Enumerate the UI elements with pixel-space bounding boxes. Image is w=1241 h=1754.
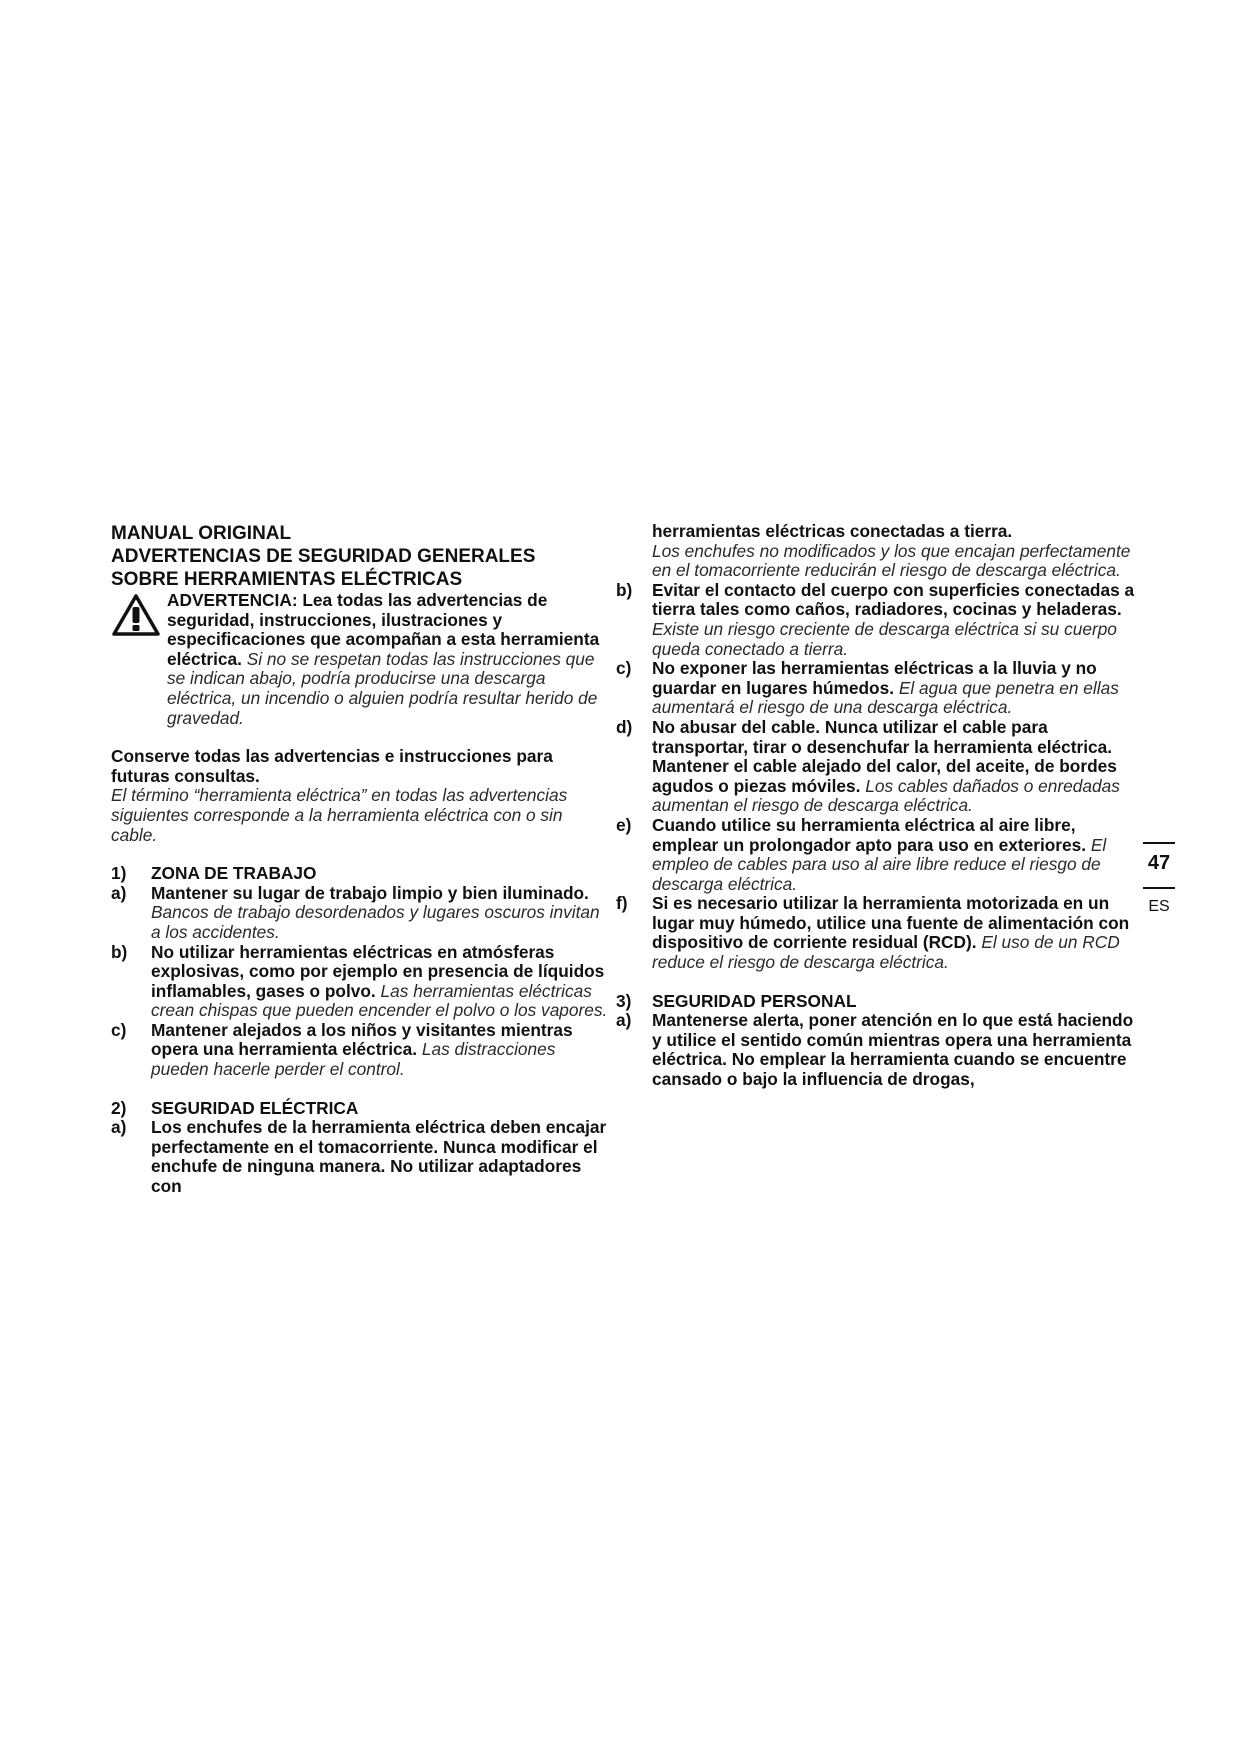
general-warning bbox=[111, 591, 611, 728]
general-warning-text: ADVERTENCIA: Lea todas las advertencias de seguridad, instrucciones, ilustraciones y especificaciones que acompañan a esta herramienta eléctrica. bbox=[167, 590, 600, 669]
page-number: 47 bbox=[1147, 852, 1171, 874]
continued-note: Los enchufes no modificados y los que encajan perfectamente en el tomacorriente reducirán el riesgo de descarga eléctrica. bbox=[652, 540, 1131, 581]
page-number-rule-bottom bbox=[1143, 887, 1175, 889]
continued-text: herramientas eléctricas conectadas a tierra. bbox=[652, 521, 1013, 541]
page-number-rule-top bbox=[1143, 842, 1175, 844]
keep-instructions: Conserve todas las advertencias e instrucciones para futuras consultas. bbox=[111, 746, 553, 786]
list-item: b) Evitar el contacto del cuerpo con superficies conectadas a tierra tales como caños, radiadores, cocinas y heladeras. Existe un riesgo creciente de descarga eléctrica si su cuerpo queda conectado a tierra. bbox=[616, 579, 1135, 659]
section-work-area-title: 1) ZONA DE TRABAJO bbox=[111, 863, 317, 884]
warnings-subtitle: SOBRE HERRAMIENTAS ELÉCTRICAS bbox=[111, 569, 463, 590]
list-item: c) Mantener alejados a los niños y visitantes mientras opera una herramienta eléctrica. Las distracciones pueden hacerle perder el control. bbox=[111, 1019, 573, 1080]
language-code: ES bbox=[1148, 898, 1170, 915]
warnings-title: ADVERTENCIAS DE SEGURIDAD GENERALES bbox=[111, 546, 536, 567]
list-item: c) No exponer las herramientas eléctricas a la lluvia y no guardar en lugares húmedos. El agua que penetra en ellas aumentará el riesgo de una descarga eléctrica. bbox=[616, 658, 1119, 718]
left-column bbox=[111, 522, 611, 1197]
warning-triangle-icon bbox=[111, 593, 161, 637]
list-item: f) Si es necesario utilizar la herramienta motorizada en un lugar muy húmedo, utilice una fuente de alimentación con dispositivo de corriente residual (RCD). El uso de un RCD reduce el riesgo de descarga eléctrica. bbox=[616, 893, 1130, 973]
section-electrical-title: 2) SEGURIDAD ELÉCTRICA bbox=[111, 1097, 359, 1118]
general-warning-note: Si no se respetan todas las instrucciones que se indican abajo, podría producirse una descarga eléctrica, un incendio o alguien podría resultar herido de gravedad. bbox=[167, 648, 598, 728]
section-personal-title: 3) SEGURIDAD PERSONAL bbox=[616, 990, 857, 1011]
list-item: b) No utilizar herramientas eléctricas en atmósferas explosivas, como por ejemplo en presencia de líquidos inflamables, gases o polvo. Las herramientas eléctricas crean chispas que pueden encender el polvo o los vapores. bbox=[111, 941, 608, 1021]
list-item: a) Mantenerse alerta, poner atención en lo que está haciendo y utilice el sentido común mientras opera una herramienta eléctrica. No emplear la herramienta cuando se encuentre cansado o bajo la influencia de drogas, bbox=[616, 1010, 1134, 1090]
list-item: a) Los enchufes de la herramienta eléctrica deben encajar perfectamente en el tomacorriente. Nunca modificar el enchufe de ninguna manera. No utilizar adaptadores con bbox=[111, 1117, 607, 1197]
right-column bbox=[616, 521, 1135, 1090]
list-item: e) Cuando utilice su herramienta eléctrica al aire libre, emplear un prolongador apto para uso en exteriores. El empleo de cables para uso al aire libre reduce el riesgo de descarga eléctrica. bbox=[616, 814, 1107, 894]
manual-title: MANUAL ORIGINAL bbox=[111, 523, 292, 544]
list-item: a) Mantener su lugar de trabajo limpio y bien iluminado. Bancos de trabajo desordenados y lugares oscuros invitan a los accidentes. bbox=[111, 882, 600, 942]
term-definition: El término “herramienta eléctrica” en todas las advertencias siguientes corresponde a la herramienta eléctrica con o sin cable. bbox=[111, 785, 568, 845]
list-item: d) No abusar del cable. Nunca utilizar el cable para transportar, tirar o desenchufar la herramienta eléctrica. Mantener el cable alejado del calor, del aceite, de bordes agudos o piezas móviles. Los cables dañados o enredadas aumentan el riesgo de descarga eléctrica. bbox=[616, 716, 1120, 816]
